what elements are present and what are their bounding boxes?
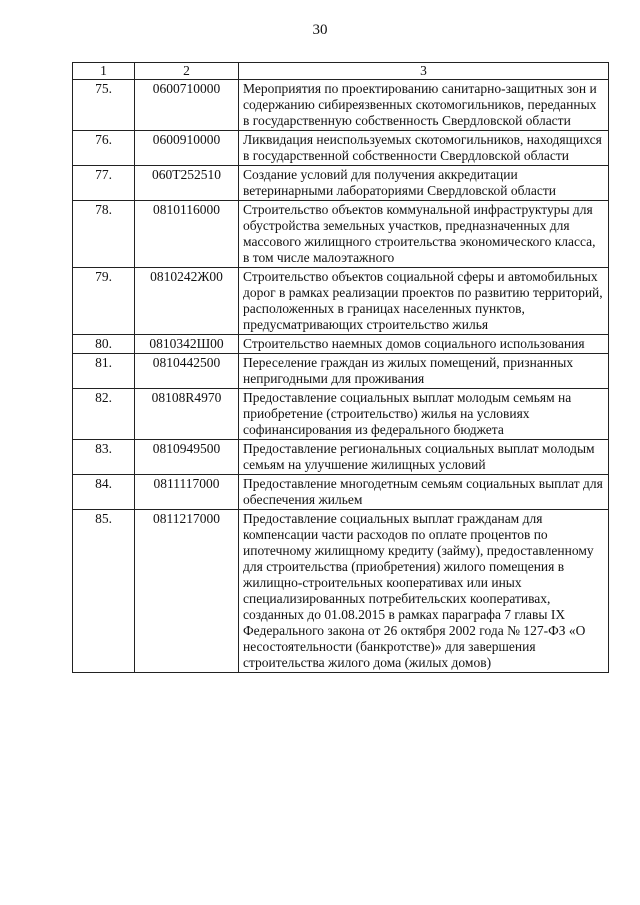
row-code: 0810949500	[135, 440, 239, 475]
row-number: 80.	[73, 335, 135, 354]
row-code: 0600710000	[135, 80, 239, 131]
table-row	[73, 166, 609, 201]
row-description: Создание условий для получения аккредитации ветеринарными лабораториями Свердловской области	[239, 166, 609, 201]
row-code: 08108R4970	[135, 389, 239, 440]
header-col-3: 3	[239, 63, 609, 80]
row-number: 85.	[73, 510, 135, 673]
row-number: 75.	[73, 80, 135, 131]
row-description: Предоставление региональных социальных выплат молодым семьям на улучшение жилищных условий	[239, 440, 609, 475]
table-row	[73, 335, 609, 354]
row-number: 81.	[73, 354, 135, 389]
table-row	[73, 131, 609, 166]
row-code: 0600910000	[135, 131, 239, 166]
row-code: 0810116000	[135, 201, 239, 268]
page-number: 30	[312, 22, 328, 38]
row-description: Мероприятия по проектированию санитарно-защитных зон и содержанию сибиреязвенных скотомогильников, переданных в государственную собственность Свердловской области	[239, 80, 609, 131]
row-description: Ликвидация неиспользуемых скотомогильников, находящихся в государственной собственности Свердловской области	[239, 131, 609, 166]
table-row	[73, 354, 609, 389]
row-description: Строительство объектов социальной сферы и автомобильных дорог в рамках реализации проектов по развитию территорий, расположенных в границах населенных пунктов, предусматривающих строительство жилья	[239, 268, 609, 335]
row-description: Предоставление многодетным семьям социальных выплат для обеспечения жильем	[239, 475, 609, 510]
row-code: 0810342Ш00	[135, 335, 239, 354]
row-number: 78.	[73, 201, 135, 268]
table-row	[73, 389, 609, 440]
row-description: Переселение граждан из жилых помещений, признанных непригодными для проживания	[239, 354, 609, 389]
row-number: 84.	[73, 475, 135, 510]
row-description: Строительство объектов коммунальной инфраструктуры для обустройства земельных участков, предназначенных для массового жилищного строительства экономического класса, в том числе малоэтажного	[239, 201, 609, 268]
row-code: 0810242Ж00	[135, 268, 239, 335]
table-row	[73, 80, 609, 131]
table-row	[73, 201, 609, 268]
table-row	[73, 510, 609, 673]
row-code: 0810442500	[135, 354, 239, 389]
row-number: 76.	[73, 131, 135, 166]
row-description: Строительство наемных домов социального использования	[239, 335, 609, 354]
table-header	[73, 63, 609, 80]
header-row	[73, 63, 609, 80]
table-row	[73, 440, 609, 475]
header-col-2: 2	[135, 63, 239, 80]
table-row	[73, 475, 609, 510]
row-number: 83.	[73, 440, 135, 475]
row-code: 0811117000	[135, 475, 239, 510]
table-body	[73, 80, 609, 673]
row-description: Предоставление социальных выплат молодым семьям на приобретение (строительство) жилья на условиях софинансирования из федерального бюджета	[239, 389, 609, 440]
budget-codes-table	[72, 62, 609, 673]
table-row	[73, 268, 609, 335]
header-col-1: 1	[73, 63, 135, 80]
row-number: 79.	[73, 268, 135, 335]
row-code: 060Т252510	[135, 166, 239, 201]
row-number: 82.	[73, 389, 135, 440]
row-number: 77.	[73, 166, 135, 201]
row-description: Предоставление социальных выплат гражданам для компенсации части расходов по оплате процентов по ипотечному жилищному кредиту (займу), предоставленному для строительства (приобретения) жилого помещения в жилищно-строительных кооперативах или иных специализированных потребительских кооперативах, созданных до 01.08.2015 в рамках параграфа 7 главы IX Федерального закона от 26 октября 2002 года № 127-ФЗ «О несостоятельности (банкротстве)» для завершения строительства жилого дома (жилых домов)	[239, 510, 609, 673]
row-code: 0811217000	[135, 510, 239, 673]
